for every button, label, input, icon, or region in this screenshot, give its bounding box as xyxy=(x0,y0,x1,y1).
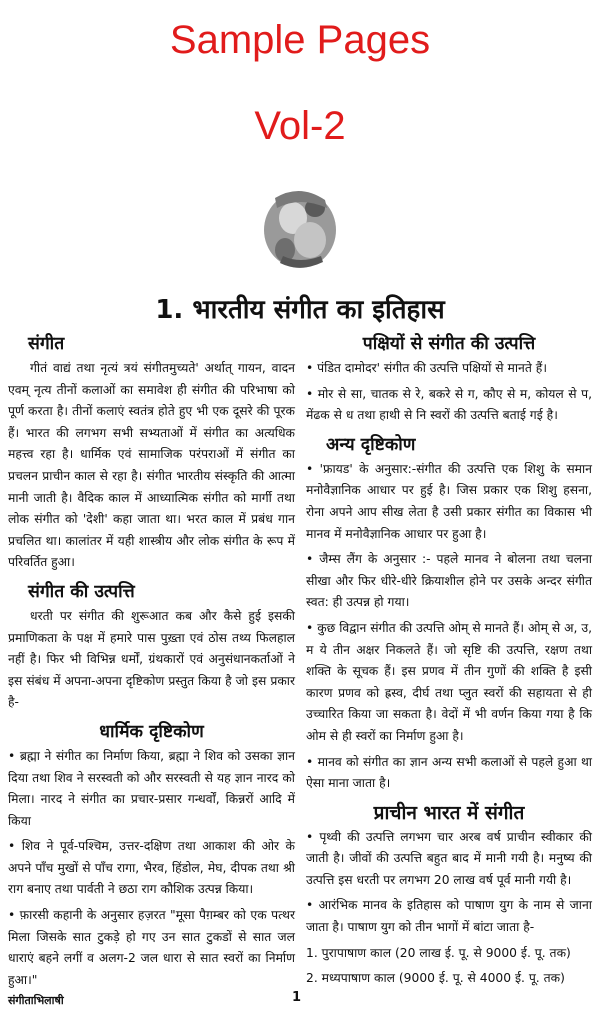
list-item-madhyapashan: 2. मध्यपाषाण काल (9000 ई. पू. से 4000 ई. पू. तक) xyxy=(306,971,565,986)
heading-sangeet-utpatti: संगीत की उत्पत्ति xyxy=(28,581,135,602)
banner-volume: Vol-2 xyxy=(254,104,346,148)
heading-pakshiyon: पक्षियों से संगीत की उत्पत्ति xyxy=(362,334,536,354)
chapter-title: 1. भारतीय संगीत का इतिहास xyxy=(155,295,445,325)
footer-book-name: संगीताभिलाषी xyxy=(8,994,64,1007)
bullet-james-lange: • जैम्स लैंग के अनुसार :- पहले मानव ने बोलना तथा चलना सीखा और फिर धीरे-धीरे क्रियाशील होने पर उसके अन्दर संगीत स्वत: ही उत्पन्न हो गया। xyxy=(306,552,592,610)
bullet-freud: • 'फ्रायड' के अनुसार:-संगीत की उत्पत्ति एक शिशु के समान मनोवैज्ञानिक आधार पर हुई है। जिस प्रकार एक शिशु हसना, रोना अपने आप सीख लेता है उसी प्रकार संगीत का विकास भी मानव में मनोवैज्ञानिक आधार पर हुआ है। xyxy=(306,461,592,541)
bullet-damodar: • पंडित दामोदर' संगीत की उत्पत्ति पक्षियों से मानते हैं। xyxy=(306,361,547,375)
bullet-farsi: • फ़ारसी कहानी के अनुसार हज़रत "मूसा पैग़म्बर को एक पत्थर मिला जिसके सात टुकड़े हो गए उन सात टुकडों से सात जल धाराएं बहने लगीं व अलग-2 जल धारा से सात स्वरों का निर्माण हुआ।" xyxy=(8,908,295,987)
bullet-om: • कुछ विद्वान संगीत की उत्पत्ति ओम् से मानते हैं। ओम् से अ, उ, म ये तीन अक्षर निकलते हैं। जो सृष्टि की उत्पत्ति, रक्षण तथा शक्ति के सूचक हैं। इस प्रणव में तीन गुणों की शक्ति है इसी कारण प्रणव को ह्रस्व, दीर्घ तथा प्लुत स्वरों की सहायता से ही उच्चारित किया जा सकता है। वेदों में भी वर्णन किया गया है कि ओम से ही स्वरों का निर्माण हुआ है। xyxy=(306,620,592,743)
heading-sangeet: संगीत xyxy=(28,334,65,354)
sculpture-image xyxy=(255,178,345,274)
bullet-prithvi: • पृथ्वी की उत्पत्ति लगभग चार अरब वर्ष प्राचीन स्वीकार की जाती है। जीवों की उत्पत्ति बहुत बाद में मानी गयी है। मनुष्य की उत्पत्ति इस धरती पर लगभग 20 लाख वर्ष पूर्व मानी गयी है। xyxy=(306,829,592,887)
heading-anya-drishtikon: अन्य दृष्टिकोण xyxy=(326,434,416,455)
bullet-manav: • मानव को संगीत का ज्ञान अन्य सभी कलाओं से पहले हुआ था ऐसा माना जाता है। xyxy=(306,754,592,791)
list-item-purapashan: 1. पुरापाषाण काल (20 लाख ई. पू. से 9000 ई. पू. तक) xyxy=(306,945,571,960)
left-column xyxy=(8,330,295,995)
heading-prachin-bharat: प्राचीन भारत में संगीत xyxy=(373,801,525,824)
paragraph-utpatti: धरती पर संगीत की शुरूआत कब और कैसे हुई इसकी प्रमाणिकता के पक्ष में हमारे पास पुख़्ता एवं ठोस तथ्य फिलहाल नहीं है। फिर भी विभिन्न धर्मों, ग्रंथकारों एवं अनुसंधानकर्ताओं ने इस संबंध में अपना-अपना दृष्टिकोण प्रस्तुत किया है जो इस प्रकार है- xyxy=(8,608,295,710)
bullet-shiv: • शिव ने पूर्व-पश्चिम, उत्तर-दक्षिण तथा आकाश की ओर के अपने पाँच मुखों से पाँच रागा, भैरव, हिंडोल, मेघ, दीपक तथा श्री राग बनाए तथा पार्वती ने छठा राग कौशिक उत्पन्न किया। xyxy=(8,839,295,897)
banner-sample-pages: Sample Pages xyxy=(169,18,431,62)
bullet-pashan-yug: • आरंभिक मानव के इतिहास को पाषाण युग के नाम से जाना जाता है। पाषाण युग को तीन भागों में बांटा जाता है- xyxy=(306,898,592,935)
page-number: 1 xyxy=(292,990,302,1005)
heading-dharmik-drishtikon: धार्मिक दृष्टिकोण xyxy=(99,721,204,742)
bullet-brahma: • ब्रह्मा ने संगीत का निर्माण किया, ब्रह्मा ने शिव को उसका ज्ञान दिया तथा शिव ने सरस्वती को और सरस्वती से यह ज्ञान नारद को मिला। नारद ने संगीत का प्रचार-प्रसार गन्धर्वों, किन्नरों आदि में किया xyxy=(8,748,295,828)
paragraph-sangeet: गीतं वाद्यं तथा नृत्यं त्रयं संगीतमुच्यते' अर्थात् गायन, वादन एवम् नृत्य तीनों कलाओं का समावेश ही संगीत की परिभाषा को पूर्ण करता है। तीनों कलाएं स्वतंत्र होते हुए भी एक दूसरे की पूरक हैं। भारत की लगभग सभी सभ्यताओं में संगीत का अत्यधिक महत्त्व रहा है। धार्मिक एवं सामाजिक परंपराओं में संगीत का प्रचलन प्राचीन काल से रहा है। संगीत भारतीय संस्कृति की आत्मा मानी जाती है। वैदिक काल में आध्यात्मिक संगीत को मार्गी तथा लोक संगीत को 'देशी' कहा जाता था। भरत काल में प्रबंध गान प्रचलित था। कालांतर में यही शास्त्रीय और लोक संगीत के रूप में परिवर्तित हुआ। xyxy=(8,361,295,570)
bullet-mor: • मोर से सा, चातक से रे, बकरे से ग, कौए से म, कोयल से प, मेंढक से ध तथा हाथी से नि स्वरों की उत्पत्ति बताई गई है। xyxy=(306,386,592,423)
right-column xyxy=(306,330,592,994)
